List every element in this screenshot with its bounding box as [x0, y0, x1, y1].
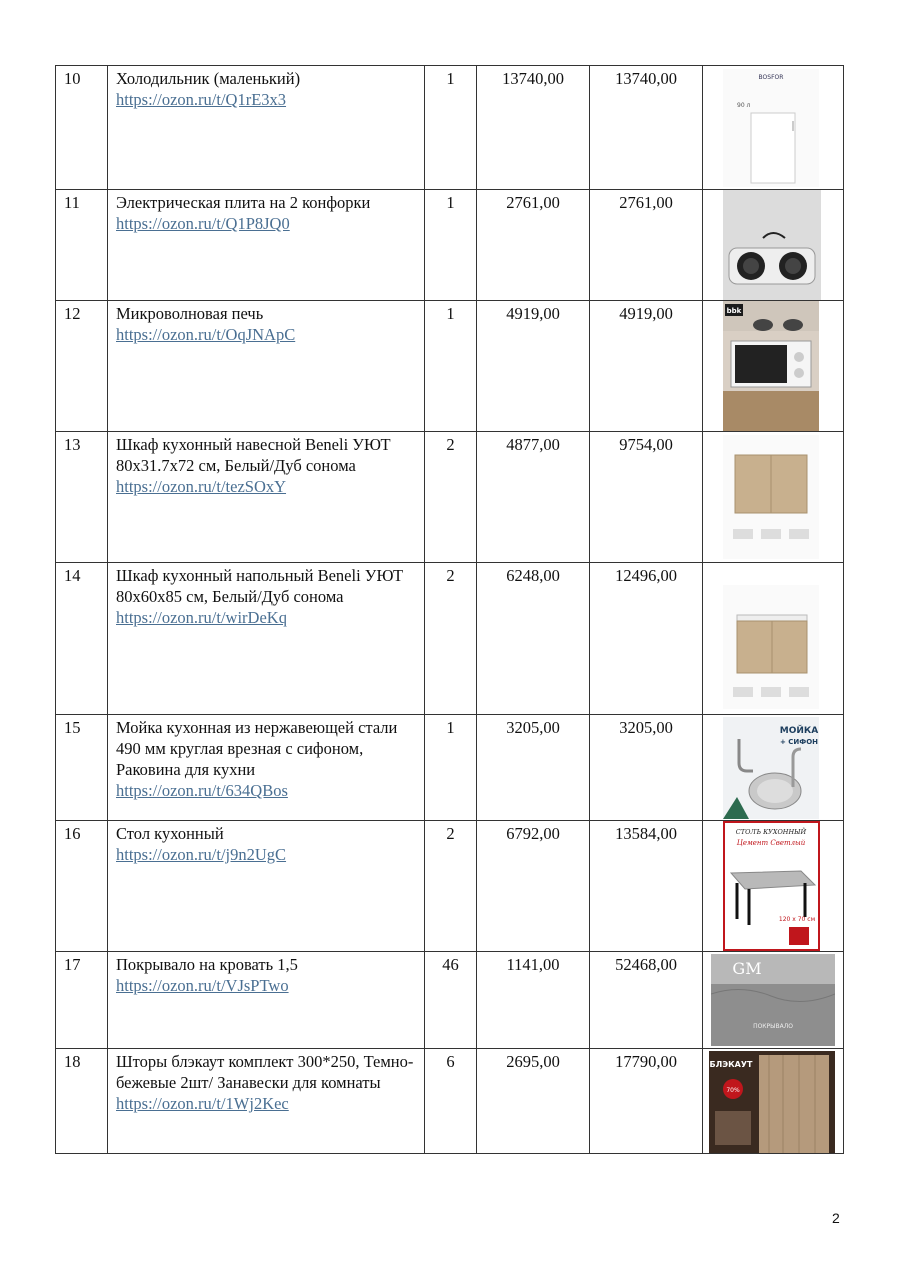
- item-name: Микроволновая печь: [116, 304, 264, 323]
- table-row: [56, 301, 844, 432]
- table-row: [56, 1049, 844, 1154]
- item-name: Мойка кухонная из нержавеющей стали 490 мм круглая врезная с сифоном, Раковина для кухни: [116, 718, 398, 779]
- table-row: [56, 563, 844, 715]
- microwave-image: [723, 301, 819, 431]
- item-price: 6248,00: [477, 563, 590, 715]
- bedspread-image: [711, 954, 835, 1046]
- svg-text:+ СИФОН: + СИФОН: [779, 738, 819, 746]
- svg-text:90 л: 90 л: [737, 102, 751, 109]
- svg-text:GM: GM: [732, 959, 762, 978]
- item-cell: [108, 301, 425, 432]
- image-cell: [703, 66, 844, 190]
- item-total: 9754,00: [590, 432, 703, 563]
- table-row: [56, 952, 844, 1049]
- item-link[interactable]: https://ozon.ru/t/tezSOxY: [116, 477, 287, 496]
- item-qty: 6: [425, 1049, 477, 1154]
- svg-text:МОЙКА: МОЙКА: [779, 726, 819, 736]
- item-price: 4919,00: [477, 301, 590, 432]
- item-link[interactable]: https://ozon.ru/t/j9n2UgC: [116, 845, 287, 864]
- row-number: 16: [56, 821, 108, 952]
- item-link[interactable]: https://ozon.ru/t/Q1rE3x3: [116, 90, 287, 109]
- fridge-image: [723, 69, 819, 187]
- row-number: 15: [56, 715, 108, 821]
- item-total: 12496,00: [590, 563, 703, 715]
- item-name: Шторы блэкаут комплект 300*250, Темно-бежевые 2шт/ Занавески для комнаты: [116, 1052, 414, 1092]
- item-total: 2761,00: [590, 190, 703, 301]
- item-price: 13740,00: [477, 66, 590, 190]
- item-cell: [108, 821, 425, 952]
- svg-text:Цемент Светлый: Цемент Светлый: [736, 839, 806, 847]
- svg-text:BOSFOR: BOSFOR: [758, 74, 784, 81]
- item-price: 1141,00: [477, 952, 590, 1049]
- item-name: Холодильник (маленький): [116, 69, 301, 88]
- item-qty: 46: [425, 952, 477, 1049]
- page-number: 2: [832, 1210, 840, 1226]
- svg-text:bbk: bbk: [726, 307, 742, 315]
- row-number: 10: [56, 66, 108, 190]
- sink-image: [723, 717, 819, 819]
- item-name: Электрическая плита на 2 конфорки: [116, 193, 371, 212]
- row-number: 12: [56, 301, 108, 432]
- item-link[interactable]: https://ozon.ru/t/634QBos: [116, 781, 288, 800]
- row-number: 14: [56, 563, 108, 715]
- item-name: Шкаф кухонный напольный Beneli УЮТ 80х60х85 см, Белый/Дуб сонома: [116, 566, 404, 606]
- item-cell: [108, 952, 425, 1049]
- image-cell: [703, 952, 844, 1049]
- image-cell: [703, 563, 844, 715]
- svg-text:120 х 70 см: 120 х 70 см: [778, 916, 816, 923]
- electric-stove-image: [723, 190, 821, 300]
- curtains-image: [709, 1051, 835, 1153]
- table-row: [56, 821, 844, 952]
- item-total: 52468,00: [590, 952, 703, 1049]
- item-link[interactable]: https://ozon.ru/t/VJsPTwo: [116, 976, 289, 995]
- item-qty: 2: [425, 563, 477, 715]
- item-cell: [108, 66, 425, 190]
- wall-cabinet-image: [723, 435, 819, 559]
- item-cell: [108, 190, 425, 301]
- kitchen-table-image: [723, 821, 820, 951]
- item-qty: 1: [425, 715, 477, 821]
- item-price: 6792,00: [477, 821, 590, 952]
- item-total: 13584,00: [590, 821, 703, 952]
- item-qty: 1: [425, 66, 477, 190]
- table-row: [56, 66, 844, 190]
- item-qty: 2: [425, 432, 477, 563]
- row-number: 13: [56, 432, 108, 563]
- items-table: [55, 65, 844, 1154]
- item-link[interactable]: https://ozon.ru/t/wirDeKq: [116, 608, 287, 627]
- item-name: Покрывало на кровать 1,5: [116, 955, 298, 974]
- item-total: 3205,00: [590, 715, 703, 821]
- image-cell: [703, 821, 844, 952]
- item-cell: [108, 1049, 425, 1154]
- item-link[interactable]: https://ozon.ru/t/OqJNApC: [116, 325, 296, 344]
- floor-cabinet-image: [723, 585, 819, 709]
- row-number: 17: [56, 952, 108, 1049]
- svg-text:ПОКРЫВАЛО: ПОКРЫВАЛО: [753, 1023, 793, 1030]
- table-row: [56, 432, 844, 563]
- item-price: 2761,00: [477, 190, 590, 301]
- item-total: 17790,00: [590, 1049, 703, 1154]
- item-price: 2695,00: [477, 1049, 590, 1154]
- row-number: 18: [56, 1049, 108, 1154]
- item-cell: [108, 432, 425, 563]
- item-price: 3205,00: [477, 715, 590, 821]
- table-row: [56, 715, 844, 821]
- item-total: 4919,00: [590, 301, 703, 432]
- item-name: Шкаф кухонный навесной Beneli УЮТ 80х31.7х72 см, Белый/Дуб сонома: [116, 435, 391, 475]
- row-number: 11: [56, 190, 108, 301]
- item-cell: [108, 563, 425, 715]
- image-cell: [703, 190, 844, 301]
- item-total: 13740,00: [590, 66, 703, 190]
- svg-text:БЛЭКАУТ: БЛЭКАУТ: [709, 1060, 753, 1069]
- image-cell: [703, 301, 844, 432]
- image-cell: [703, 1049, 844, 1154]
- item-name: Стол кухонный: [116, 824, 224, 843]
- item-cell: [108, 715, 425, 821]
- item-qty: 1: [425, 301, 477, 432]
- svg-text:СТОЛЪ КУХОННЫЙ: СТОЛЪ КУХОННЫЙ: [735, 828, 807, 836]
- item-link[interactable]: https://ozon.ru/t/Q1P8JQ0: [116, 214, 290, 233]
- image-cell: [703, 715, 844, 821]
- item-qty: 1: [425, 190, 477, 301]
- item-price: 4877,00: [477, 432, 590, 563]
- item-qty: 2: [425, 821, 477, 952]
- svg-text:70%: 70%: [726, 1087, 740, 1094]
- table-row: [56, 190, 844, 301]
- image-cell: [703, 432, 844, 563]
- item-link[interactable]: https://ozon.ru/t/1Wj2Kec: [116, 1094, 289, 1113]
